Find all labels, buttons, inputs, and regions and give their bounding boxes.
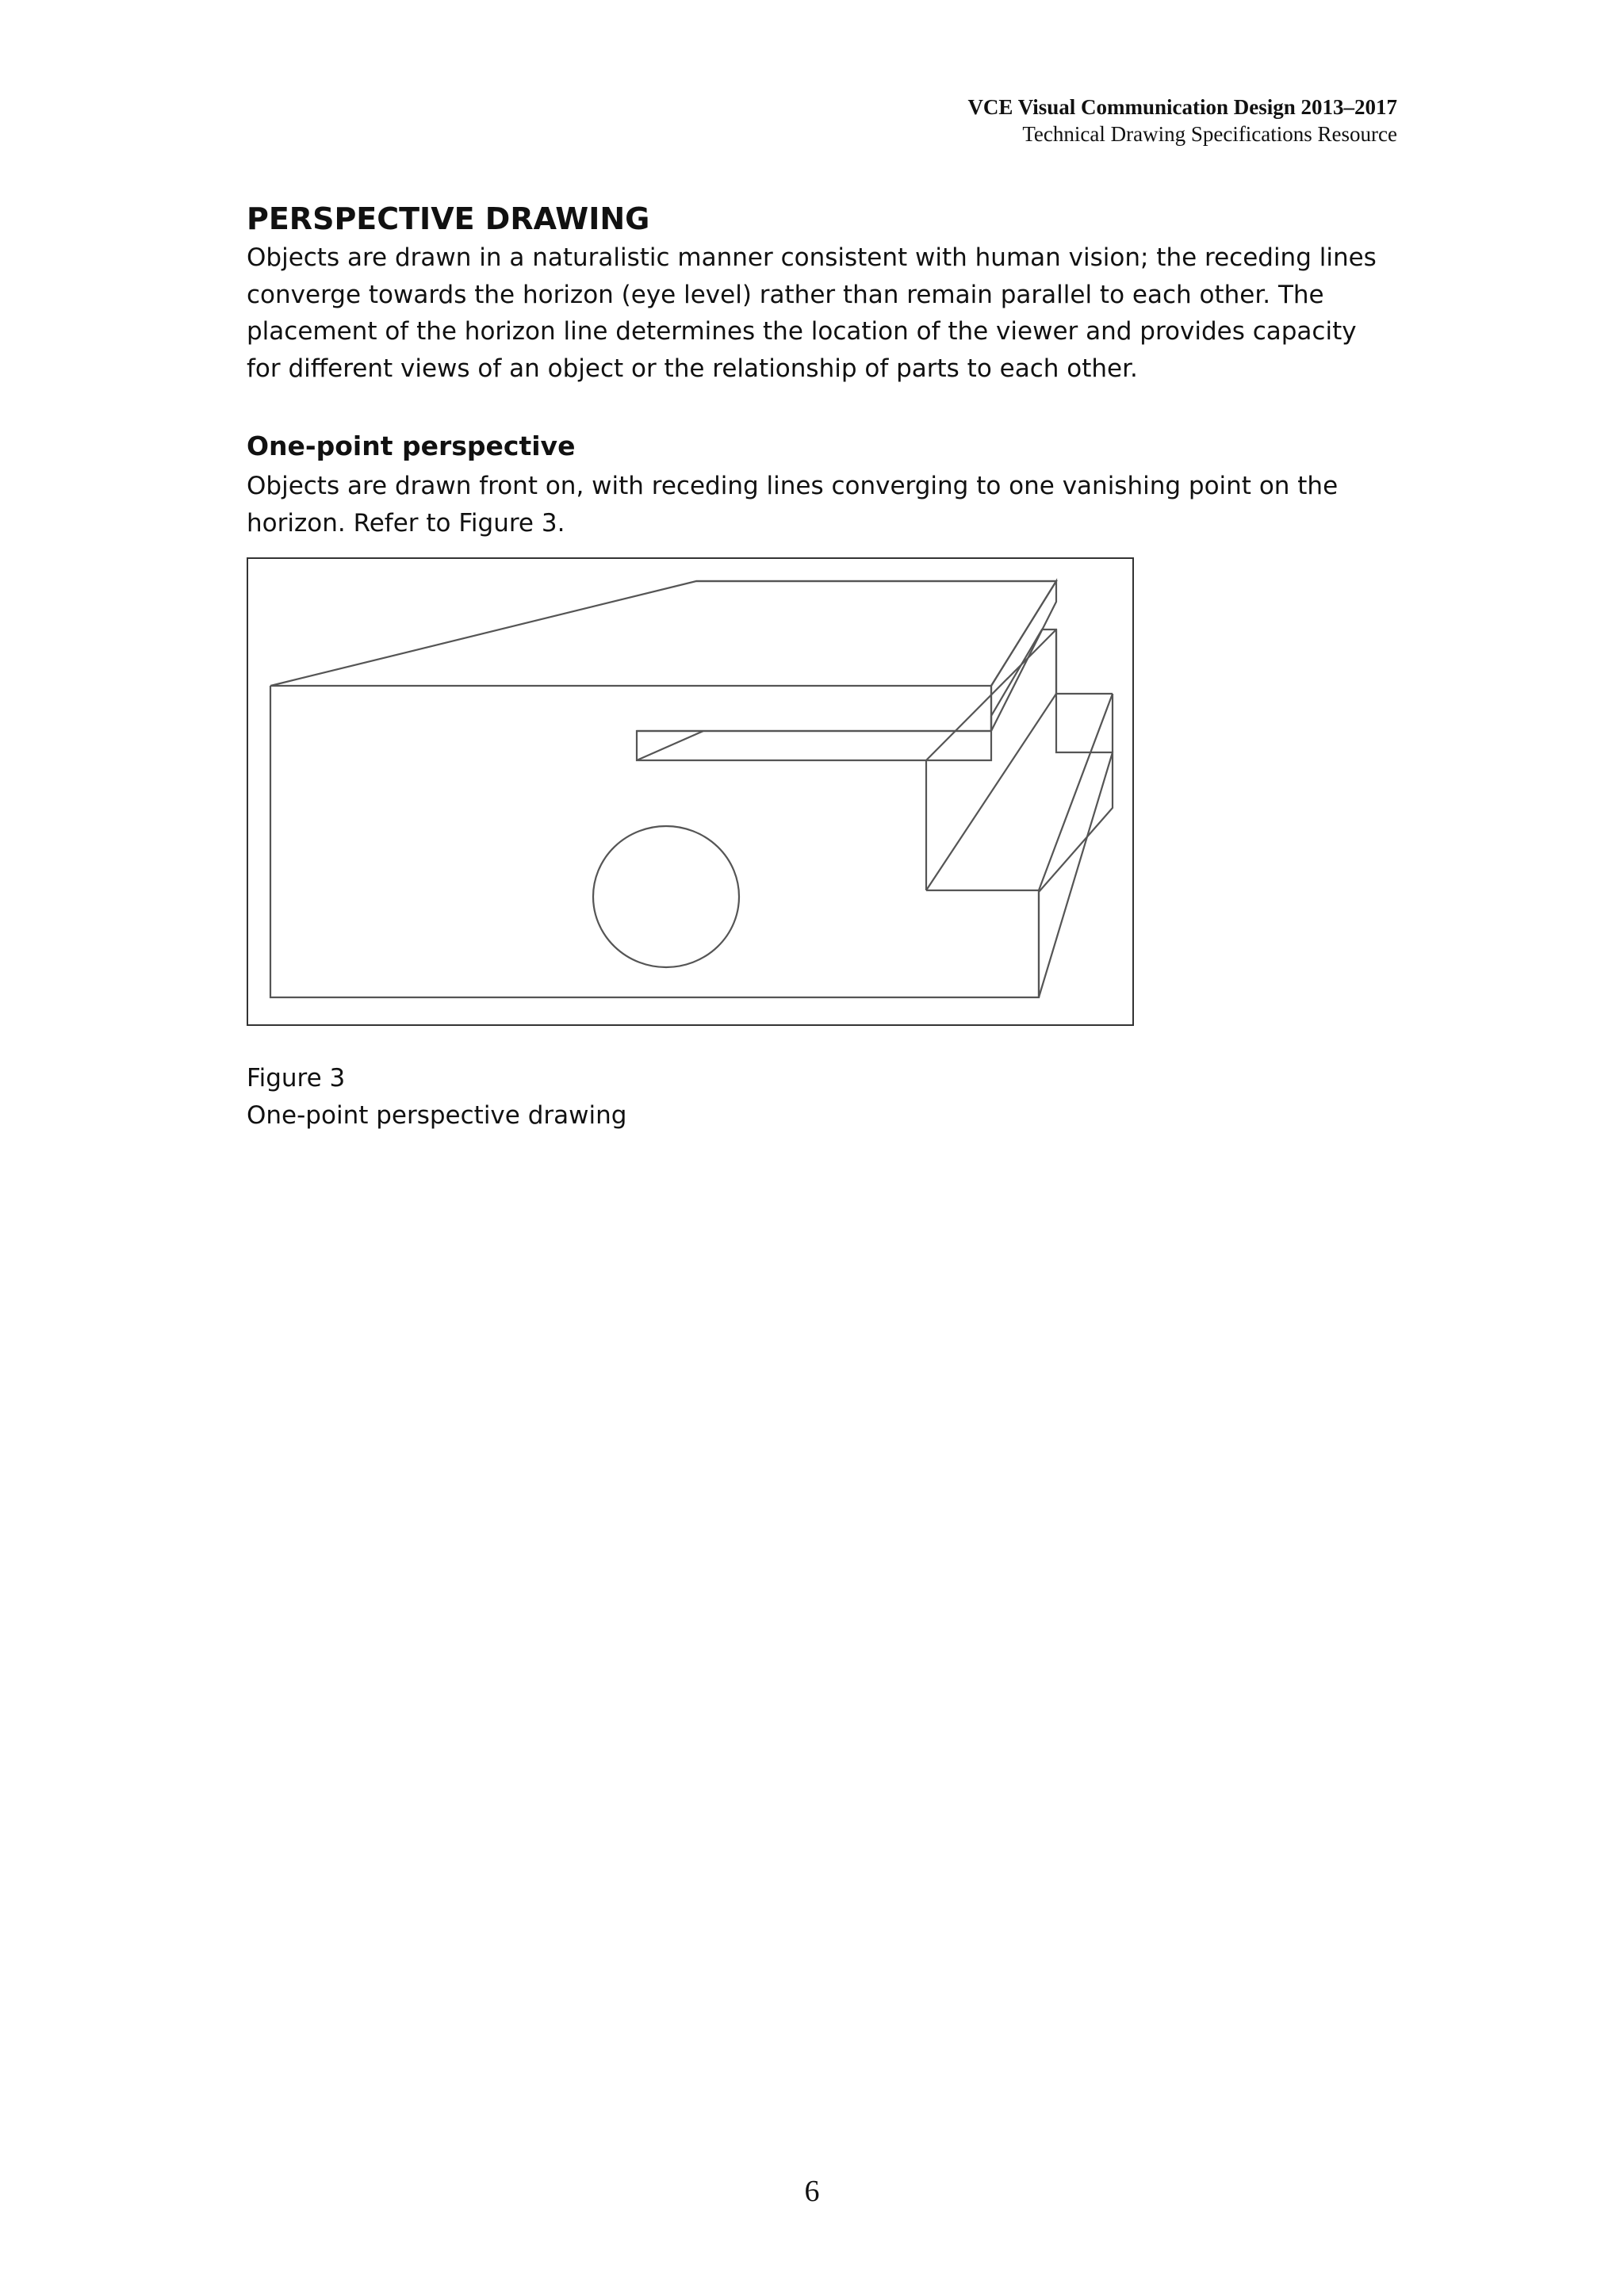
subsection-line: horizon. Refer to Figure 3. (247, 508, 565, 538)
figure-title: One-point perspective drawing (247, 1100, 627, 1130)
intro-line: converge towards the horizon (eye level) rather than remain parallel to each other. The (247, 280, 1324, 309)
figure-caption (247, 1060, 626, 1134)
slot-receding-edge (637, 731, 703, 760)
intro-line: for different views of an object or the relationship of parts to each other. (247, 354, 1138, 383)
header-title: VCE Visual Communication Design 2013–2017 (967, 95, 1397, 119)
intro-line: Objects are drawn in a naturalistic manner consistent with human vision; the receding lines (247, 243, 1377, 272)
intro-paragraph (247, 239, 1412, 387)
figure-number: Figure 3 (247, 1064, 346, 1093)
page-number: 6 (804, 2175, 820, 2208)
main-content (247, 200, 1412, 541)
section-heading: PERSPECTIVE DRAWING (247, 201, 650, 236)
subsection-line: Objects are drawn front on, with receding lines converging to one vanishing point on the (247, 472, 1339, 500)
running-header (967, 94, 1397, 147)
block-front-outline (270, 629, 1113, 997)
intro-line: placement of the horizon line determines the location of the viewer and provides capacity (247, 317, 1357, 346)
subsection-heading: One-point perspective (247, 430, 576, 461)
subsection-paragraph (247, 468, 1412, 541)
one-point-perspective-drawing (248, 559, 1136, 1027)
front-face-circle (593, 826, 739, 967)
figure-frame (247, 557, 1134, 1026)
header-subtitle: Technical Drawing Specifications Resource (1022, 122, 1397, 146)
block-top-face (270, 581, 1056, 686)
low-step-base-receding (1039, 752, 1113, 997)
